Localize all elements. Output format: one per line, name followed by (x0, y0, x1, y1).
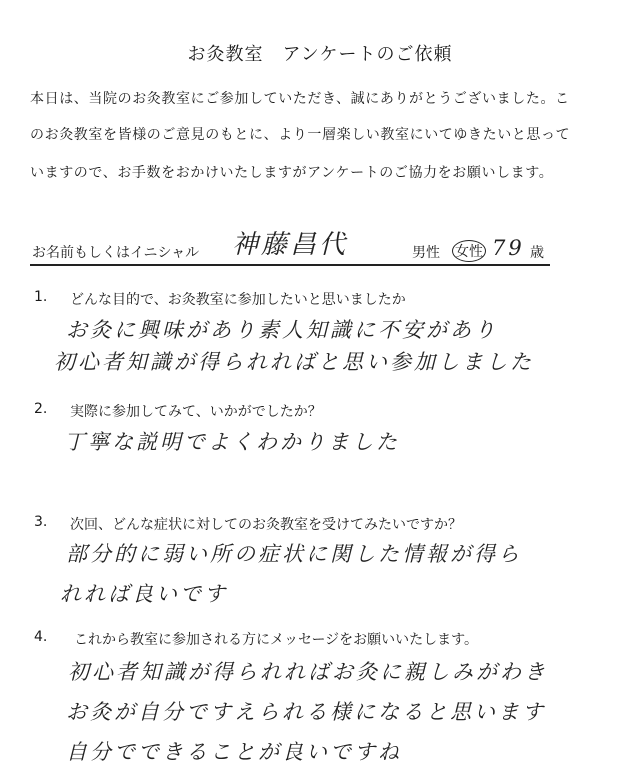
age-value: 79 (492, 236, 525, 260)
question-text: 実際に参加してみて、いかがでしたか？ (70, 404, 322, 420)
age-label: 歳 (530, 245, 544, 261)
page-title: お灸教室 アンケートのご依頼 (187, 44, 453, 65)
intro-line: いますので、お手数をおかけいたしますがアンケートのご協力をお願いします。 (30, 165, 554, 181)
answer-line: 初心者知識が得られればと思い参加しました (54, 350, 534, 374)
male-label: 男性 (412, 245, 440, 261)
name-label: お名前もしくはイニシャル (32, 245, 200, 261)
question-text: どんな目的で、お灸教室に参加したいと思いましたか (70, 292, 406, 308)
answer-line: れれば良いです (60, 582, 228, 606)
female-circled: 女性 (452, 240, 486, 262)
answer-line: お灸が自分ですえられる様になると思います (66, 700, 546, 724)
answer-line: 初心者知識が得られればお灸に親しみがわき (68, 660, 548, 684)
name-value: 神藤昌代 (232, 230, 349, 260)
answer-line: 部分的に弱い所の症状に関した情報が得ら (66, 542, 522, 566)
female-label (452, 240, 486, 262)
name-underline (30, 264, 550, 266)
intro-line: 本日は、当院のお灸教室にご参加していただき、誠にありがとうございました。こ (30, 91, 570, 107)
answer-line: 丁寧な説明でよくわかりました (64, 430, 400, 454)
question-number: 2. (34, 401, 48, 417)
intro-line: のお灸教室を皆様のご意見のもとに、より一層楽しい教室にいてゆきたいと思って (30, 127, 571, 143)
answer-line: 自分でできることが良いですね (66, 740, 402, 764)
question-text: 次回、どんな症状に対してのお灸教室を受けてみたいですか？ (70, 517, 462, 533)
question-number: 4. (34, 629, 48, 645)
question-number: 3. (34, 514, 48, 530)
question-number: 1. (34, 289, 48, 305)
question-text: これから教室に参加される方にメッセージをお願いいたします。 (74, 632, 479, 648)
answer-line: お灸に興味があり素人知識に不安があり (66, 318, 498, 342)
